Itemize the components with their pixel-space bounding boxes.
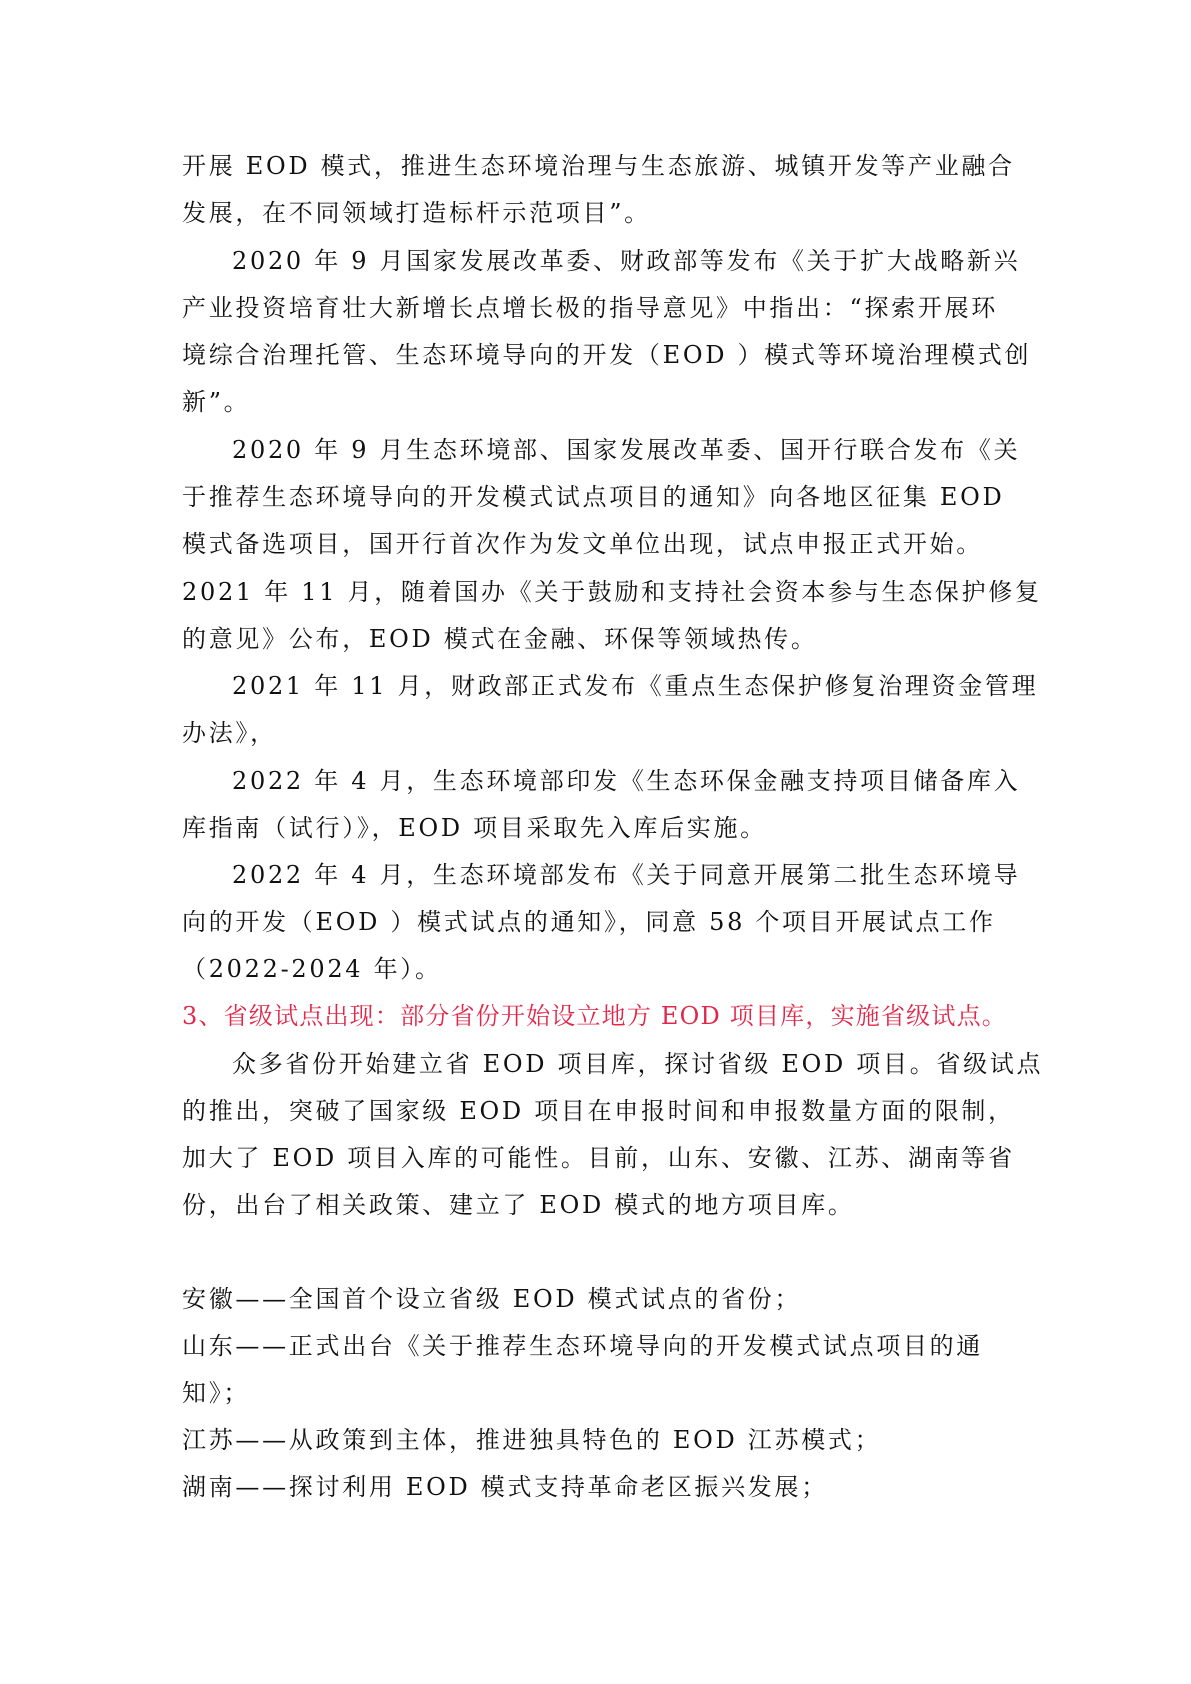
text-line: 的推出，突破了国家级 EOD 项目在申报时间和申报数量方面的限制， (182, 1097, 1015, 1125)
text-line: 开展 EOD 模式，推进生态环境治理与生态旅游、城镇开发等产业融合 (182, 152, 1015, 180)
section-heading: 3、省级试点出现：部分省份开始设立地方 EOD 项目库，实施省级试点。 (182, 1002, 1007, 1030)
text-line: 2020 年 9 月生态环境部、国家发展改革委、国开行联合发布《关 (232, 436, 1021, 464)
text-line: 2021 年 11 月，随着国办《关于鼓励和支持社会资本参与生态保护修复 (182, 578, 1042, 606)
text-line: 于推荐生态环境导向的开发模式试点项目的通知》向各地区征集 EOD (182, 483, 1005, 511)
text-line: 众多省份开始建立省 EOD 项目库，探讨省级 EOD 项目。省级试点 (232, 1050, 1044, 1078)
list-item: 知》； (182, 1379, 251, 1407)
list-item: 山东——正式出台《关于推荐生态环境导向的开发模式试点项目的通 (182, 1332, 983, 1360)
text-line: 2020 年 9 月国家发展改革委、财政部等发布《关于扩大战略新兴 (232, 247, 1021, 275)
text-line: 加大了 EOD 项目入库的可能性。目前，山东、安徽、江苏、湖南等省 (182, 1144, 1015, 1172)
list-item: 湖南——探讨利用 EOD 模式支持革命老区振兴发展； (182, 1473, 828, 1501)
text-line: 2022 年 4 月，生态环境部印发《生态环保金融支持项目储备库入 (232, 767, 1021, 795)
text-line: 库指南（试行）》，EOD 项目采取先入库后实施。 (182, 814, 767, 842)
text-line: 2021 年 11 月，财政部正式发布《重点生态保护修复治理资金管理 (232, 672, 1039, 700)
text-line: 办法》， (182, 719, 277, 747)
text-line: 模式备选项目，国开行首次作为发文单位出现，试点申报正式开始。 (182, 530, 983, 558)
text-line: 新”。 (182, 388, 251, 416)
list-item: 安徽——全国首个设立省级 EOD 模式试点的省份； (182, 1285, 802, 1313)
text-line: 向的开发（EOD ）模式试点的通知》，同意 58 个项目开展试点工作 (182, 908, 996, 936)
text-line: 发展，在不同领域打造标杆示范项目”。 (182, 199, 651, 227)
text-line: 2022 年 4 月，生态环境部发布《关于同意开展第二批生态环境导 (232, 861, 1021, 889)
text-line: （2022-2024 年）。 (182, 955, 442, 983)
list-item: 江苏——从政策到主体，推进独具特色的 EOD 江苏模式； (182, 1426, 882, 1454)
text-line: 境综合治理托管、生态环境导向的开发（EOD ）模式等环境治理模式创 (182, 341, 1032, 369)
text-line: 份，出台了相关政策、建立了 EOD 模式的地方项目库。 (182, 1191, 855, 1219)
text-line: 的意见》公布，EOD 模式在金融、环保等领域热传。 (182, 625, 818, 653)
text-line: 产业投资培育壮大新增长点增长极的指导意见》中指出：“探索开展环 (182, 294, 998, 322)
